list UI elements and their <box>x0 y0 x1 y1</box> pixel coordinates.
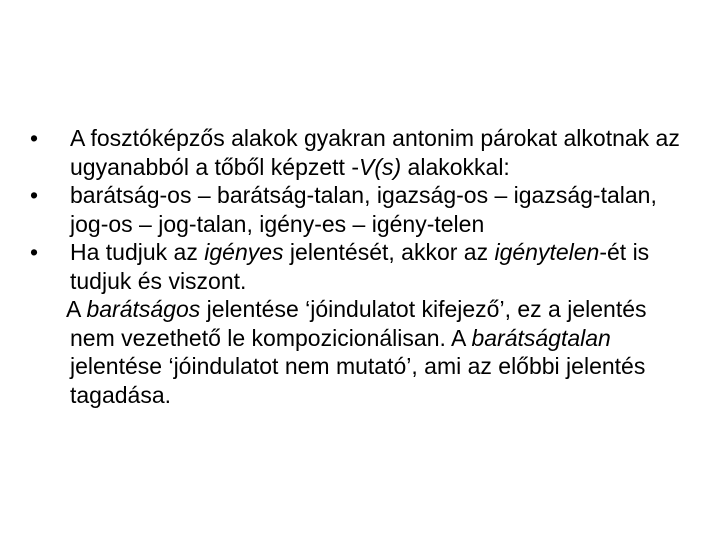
text-run: barátság-os – barátság-talan, igazság-os – igazság-talan, jog-os – jog-talan, igény-es – igény-telen <box>70 182 657 237</box>
bullet-icon: • <box>30 125 39 151</box>
continuation-paragraph <box>28 295 688 409</box>
text-run-italic: barátságos <box>86 296 201 322</box>
bullet-item-1 <box>28 124 688 181</box>
bullet-icon: • <box>30 239 39 265</box>
text-run: -ét is tudjuk és viszont. <box>70 239 650 294</box>
text-run-italic: V(s) <box>358 153 402 180</box>
text-run: jelentése ‘jóindulatot nem mutató’, ami az előbbi jelentés tagadása. <box>70 353 646 408</box>
text-run: jelentése ‘jóindulatot kifejező’, ez a jelentés nem vezethető le kompozicionálisan. A <box>70 296 647 351</box>
bullet-item-2 <box>28 181 688 238</box>
bullet-text-2 <box>70 182 657 237</box>
text-run: alakokkal: <box>401 153 510 180</box>
text-run-italic: igénytelen <box>494 239 600 265</box>
text-run: A <box>66 296 87 322</box>
bullet-item-3 <box>28 238 688 295</box>
bullet-text-3 <box>70 239 649 294</box>
text-run-italic: barátságtalan <box>471 324 611 351</box>
text-run-italic: igényes <box>204 239 284 265</box>
bullet-text-1 <box>70 125 680 180</box>
text-run: A fosztóképzős alakok gyakran antonim párokat alkotnak az ugyanabból a tőből képzett - <box>70 125 680 180</box>
text-run: Ha tudjuk az <box>70 239 205 265</box>
bullet-icon: • <box>30 182 39 208</box>
bullet-list <box>28 124 688 409</box>
text-run: jelentését, akkor az <box>283 239 495 265</box>
